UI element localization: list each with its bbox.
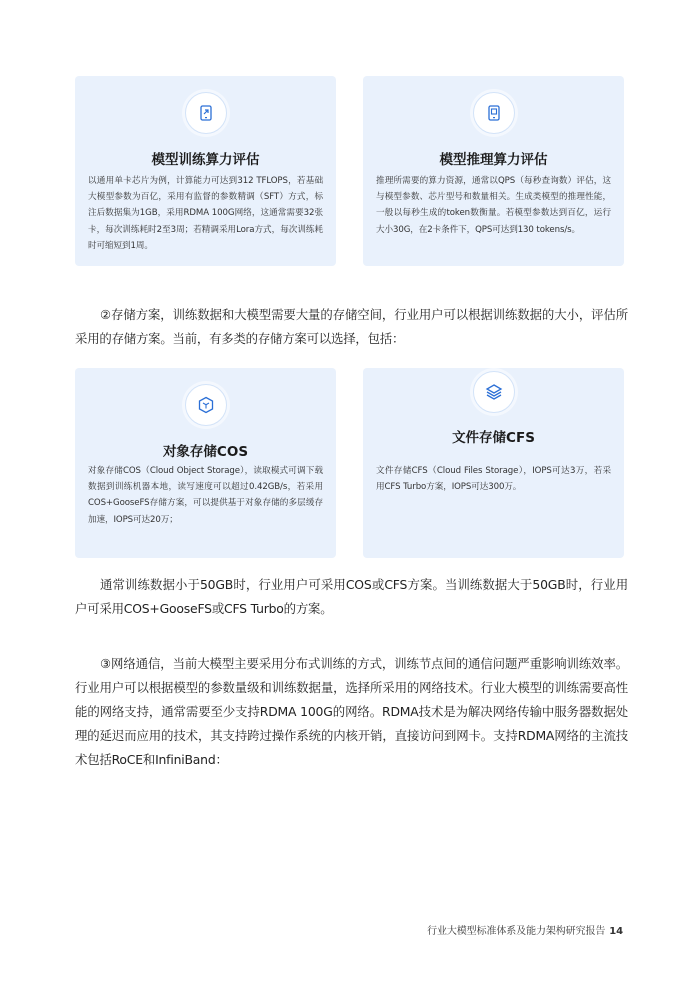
card-body: 对象存储COS（Cloud Object Storage），读取模式可调下载数据到训练机器本地，读写速度可以超过0.42GB/s，若采用COS+GooseFS存储方案，可以提供基于对象存储的多层缓存加速，IOPS可达20万；: [88, 466, 323, 525]
page-number: 14: [609, 926, 623, 937]
tablet-chip-icon: [473, 92, 515, 134]
card-object-storage: [75, 368, 336, 558]
paragraph-storage-note: 通常训练数据小于50GB时，行业用户可采用COS或CFS方案。当训练数据大于50GB时，行业用户可采用COS+GooseFS或CFS Turbo的方案。: [75, 577, 628, 616]
tablet-icon: [185, 92, 227, 134]
page-footer: [427, 922, 623, 937]
card-title: 模型推理算力评估: [439, 152, 548, 168]
card-title: 文件存储CFS: [452, 430, 535, 446]
paragraph-network: ③网络通信，当前大模型主要采用分布式训练的方式，训练节点间的通信问题严重影响训练效率。行业用户可以根据模型的参数量级和训练数据量，选择所采用的网络技术。行业大模型的训练需要高性能的网络支持，通常需要至少支持RDMA 100G的网络。RDMA技术是为解决网络传输中服务器数据处理的延迟而应用的技术，其支持跨过操作系统的内核开销，直接访问到网卡。支持RDMA网络的主流技术包括RoCE和InfiniBand：: [75, 656, 628, 767]
cube-icon: [185, 384, 227, 426]
paragraph-storage: ②存储方案，训练数据和大模型需要大量的存储空间，行业用户可以根据训练数据的大小，评估所采用的存储方案。当前，有多类的存储方案可以选择，包括：: [75, 307, 628, 346]
layers-icon: [473, 371, 515, 413]
card-body: 文件存储CFS（Cloud Files Storage），IOPS可达3万，若采用CFS Turbo方案，IOPS可达300万。: [376, 466, 611, 493]
card-file-storage: [363, 368, 624, 558]
card-body: 推理所需要的算力资源，通常以QPS（每秒查询数）评估，这与模型参数、芯片型号和数量相关。生成类模型的推理性能，一般以每秒生成的token数衡量。若模型参数达到百亿，运行大小30G，在2卡条件下，QPS可达到130 tokens/s。: [376, 176, 611, 235]
card-training-compute: [75, 76, 336, 266]
card-body: 以通用单卡芯片为例，计算能力可达到312 TFLOPS，若基础大模型参数为百亿，采用有监督的参数精调（SFT）方式，标注后数据集为1GB，采用RDMA 100G网络，这通常需要32张卡，每次训练耗时2至3周；若精调采用Lora方式，每次训练耗时可缩短到1周。: [88, 176, 323, 251]
card-title: 模型训练算力评估: [151, 152, 260, 168]
report-title: 行业大模型标准体系及能力架构研究报告: [427, 926, 606, 937]
card-inference-compute: [363, 76, 624, 266]
card-title: 对象存储COS: [162, 444, 249, 460]
